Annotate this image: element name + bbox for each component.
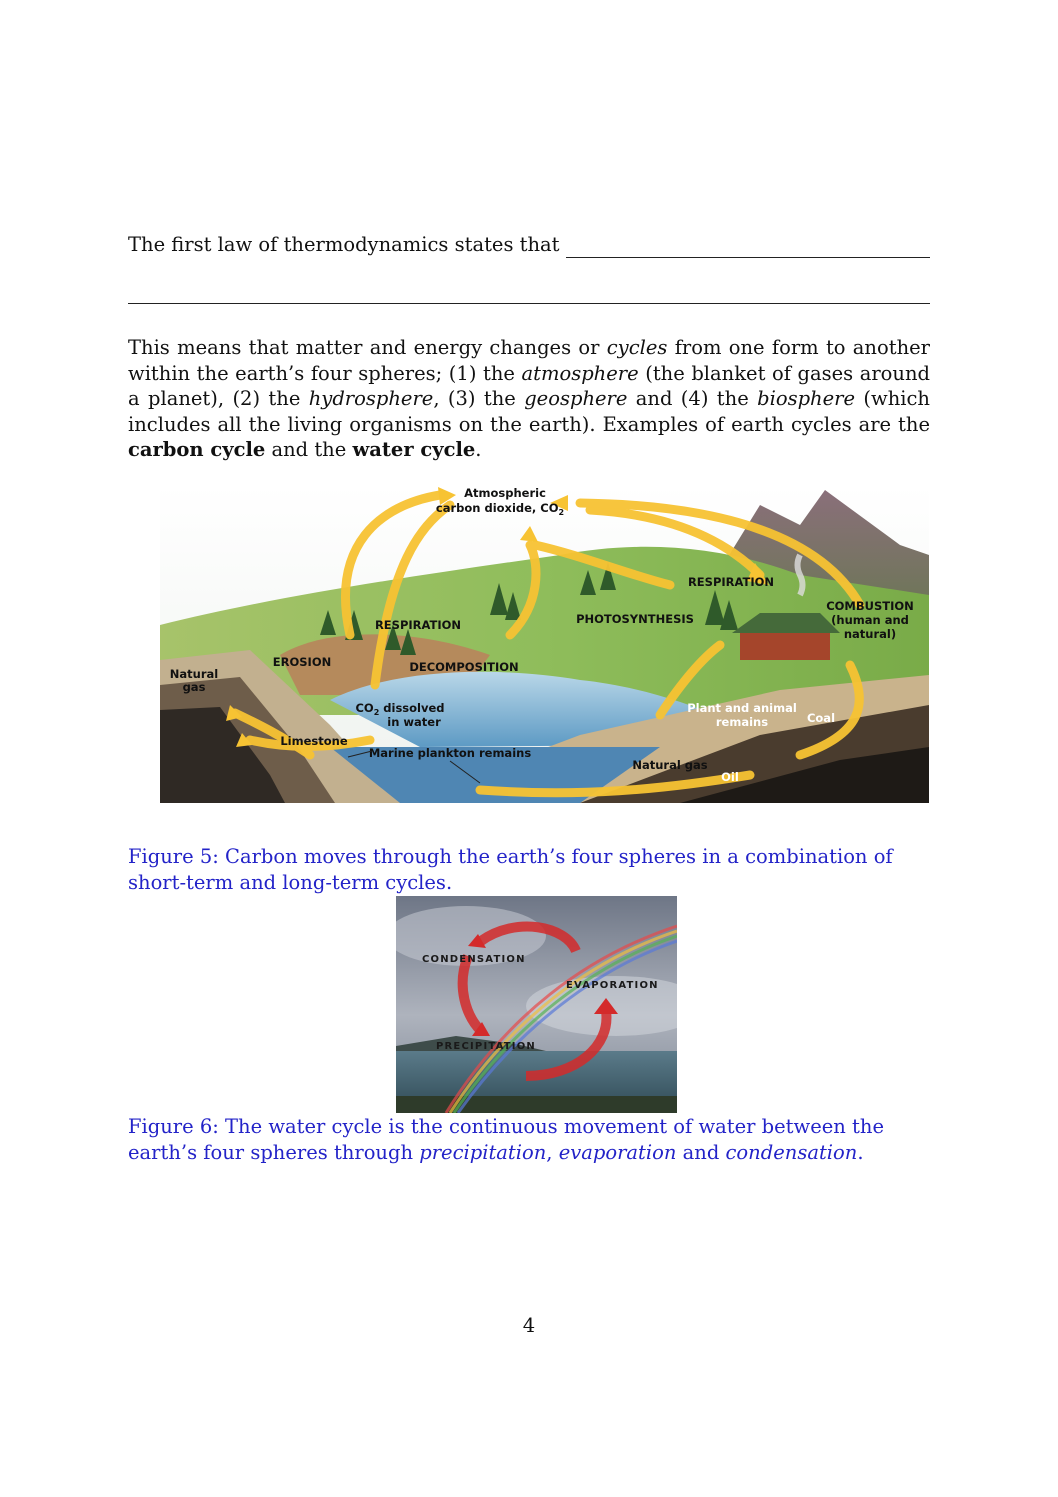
text-run: and the (265, 438, 353, 461)
label-in-water: in water (387, 715, 441, 729)
first-law-text: The first law of thermodynamics states that (128, 233, 560, 256)
label-coal: Coal (806, 711, 836, 725)
caption-evaporation: evaporation (558, 1140, 677, 1164)
label-respiration-top: RESPIRATION (687, 575, 775, 589)
text-run: , (3) the (433, 387, 525, 410)
caption-text: Figure 6: The water cycle is the continuous movement of water between the earth’s four spheres through (128, 1115, 884, 1164)
label-combustion: COMBUSTION (826, 599, 914, 613)
label-combustion-natural: natural) (843, 627, 897, 641)
caption-condensation: condensation (725, 1140, 858, 1164)
bold-water-cycle: water cycle (352, 438, 476, 461)
first-law-line (128, 232, 930, 258)
text-run: and (4) the (627, 387, 758, 410)
page-number: 4 (522, 1314, 536, 1337)
label-co2-dissolved: $CO_2$ dissolved (355, 701, 445, 717)
label-marine-plankton: Marine plankton remains (368, 746, 532, 760)
text-run: (the blanket of gases around a planet), (2) the (128, 361, 931, 410)
fill-in-blank[interactable] (566, 237, 930, 258)
bold-carbon-cycle: carbon cycle (128, 438, 266, 461)
label-precipitation: PRECIPITATION (436, 1041, 536, 1052)
label-condensation: CONDENSATION (422, 954, 526, 965)
label-combustion-human: (human and (831, 613, 909, 627)
figure-6-caption (128, 1114, 930, 1165)
text-run: This means that matter and energy changes or (128, 336, 607, 359)
fill-in-blank-line-2[interactable] (128, 303, 930, 304)
emphasis-hydrosphere: hydrosphere (308, 387, 434, 410)
label-plant-remains: Plant and animal (687, 701, 797, 715)
caption-text: , (546, 1140, 559, 1164)
caption-precipitation: precipitation (419, 1140, 547, 1164)
label-natural-gas-bottom: Natural gas (632, 758, 708, 772)
emphasis-biosphere: biosphere (757, 387, 856, 410)
emphasis-cycles: cycles (606, 336, 668, 359)
label-remains: remains (715, 715, 769, 729)
label-natural-gas-left-2: gas (182, 680, 206, 694)
caption-text: . (857, 1140, 864, 1164)
text-run: from one form to another within the earth’s four spheres; (1) the (128, 336, 930, 385)
water-cycle-figure (396, 896, 677, 1113)
label-natural-gas-left: Natural (169, 667, 219, 681)
emphasis-atmosphere: atmosphere (521, 361, 639, 385)
figure-5-caption: Figure 5: Carbon moves through the earth’s four spheres in a combination of short-term and long-term cycles. (128, 845, 893, 894)
emphasis-geosphere: geosphere (524, 387, 628, 410)
text-run: . (475, 438, 482, 461)
carbon-cycle-figure (160, 485, 929, 803)
label-erosion: EROSION (272, 655, 332, 669)
label-carbon-dioxide: carbon dioxide, $CO_2$ (435, 501, 565, 517)
label-limestone: Limestone (280, 734, 348, 748)
label-respiration-left: RESPIRATION (374, 618, 462, 632)
label-atmospheric: Atmospheric (464, 486, 546, 500)
label-decomposition: DECOMPOSITION (409, 660, 519, 674)
label-evaporation: EVAPORATION (566, 980, 659, 991)
body-paragraph (128, 335, 930, 463)
text-run: (which includes all the living organisms on the earth). Examples of earth cycles are the (128, 387, 930, 436)
label-photosynthesis: PHOTOSYNTHESIS (576, 612, 694, 626)
shoreline (396, 1096, 677, 1113)
label-oil: Oil (721, 770, 739, 784)
caption-text: and (676, 1140, 726, 1164)
